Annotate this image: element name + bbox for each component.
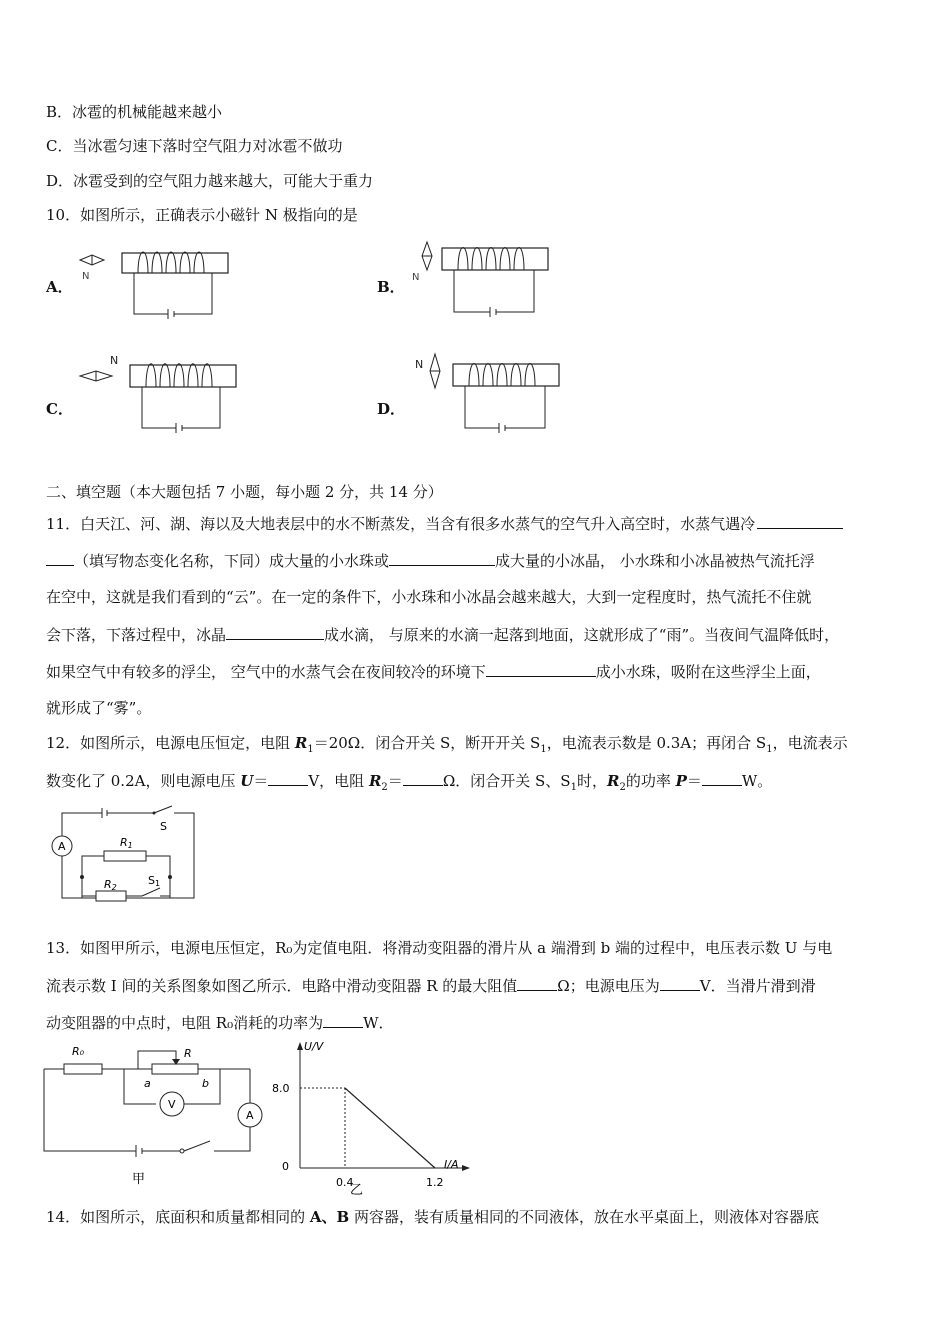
- q13-line-1: 13．如图甲所示，电源电压恒定，R₀为定值电阻．将滑动变阻器的滑片从 a 端滑到 b 端的过程中，电压表示数 U 与电: [46, 939, 833, 957]
- pole-label: N: [412, 272, 420, 283]
- q10-figure-b: [410, 238, 570, 328]
- q11-line-6: 就形成了“雾”。: [46, 699, 152, 717]
- q11-line-5: [46, 660, 821, 683]
- compass-needle-icon: [430, 354, 440, 388]
- pole-label: N: [110, 354, 119, 367]
- svg-text:R2: R2: [104, 878, 117, 892]
- q13-line-3: [46, 1011, 394, 1034]
- pole-label: N: [82, 271, 90, 282]
- q10-label-b: B．: [377, 278, 405, 296]
- switch-s: [154, 806, 172, 813]
- option-c: C．当冰雹匀速下落时空气阻力对冰雹不做功: [46, 137, 343, 155]
- resistor-r2: [96, 891, 126, 901]
- answer-blank[interactable]: [46, 549, 74, 566]
- y-axis-label: U/V: [304, 1040, 324, 1053]
- answer-blank[interactable]: [268, 769, 308, 786]
- r2-symbol: R: [606, 772, 620, 790]
- q12-text: 时，: [576, 772, 607, 790]
- switch: [184, 1141, 210, 1151]
- q12-text: W。: [741, 772, 773, 790]
- q12-text: ，电流表示: [772, 734, 848, 752]
- ammeter-label: A: [246, 1109, 254, 1122]
- q11-line-2: [46, 549, 815, 572]
- switch-s1: [142, 888, 160, 896]
- q13-text: V．当滑片滑到滑: [699, 977, 816, 995]
- q11-text: 会下落，下落过程中，冰晶: [46, 626, 227, 644]
- svg-text:S1: S1: [148, 874, 161, 888]
- q10-stem: 10．如图所示，正确表示小磁针 N 极指向的是: [46, 206, 358, 224]
- q12-text: 的功率: [625, 772, 676, 790]
- q11-text: 成大量的小冰晶， 小水珠和小冰晶被热气流托浮: [495, 552, 815, 570]
- x-tick-label: 1.2: [426, 1176, 444, 1189]
- answer-blank[interactable]: [660, 974, 700, 991]
- x-tick-label: 0.4: [336, 1176, 354, 1189]
- q13-text: Ω；电源电压为: [557, 977, 660, 995]
- answer-blank[interactable]: [517, 974, 557, 991]
- q12-text: 数变化了 0.2A，则电源电压: [46, 772, 241, 790]
- u-symbol: U: [240, 772, 254, 790]
- subscript: 2: [619, 782, 626, 793]
- q14-line-1: [46, 1206, 819, 1228]
- q10-figure-a: [76, 245, 236, 325]
- q10-label-a: A．: [46, 278, 73, 296]
- resistor-r0: [64, 1064, 102, 1074]
- pole-label: N: [415, 358, 424, 371]
- switch-s-label: S: [160, 820, 167, 833]
- q10-label-c: C．: [46, 400, 73, 418]
- answer-blank[interactable]: [486, 660, 596, 677]
- q10-label-d: D．: [377, 400, 406, 418]
- x-axis-label: I/A: [444, 1158, 459, 1171]
- answer-blank[interactable]: [226, 623, 324, 640]
- voltmeter-label: V: [168, 1098, 176, 1111]
- q12-text: ＝: [253, 772, 269, 790]
- q12-circuit: [44, 808, 204, 908]
- section-heading: 二、填空题（本大题包括 7 小题，每小题 2 分，共 14 分）: [46, 483, 443, 501]
- option-d: D．冰雹受到的空气阻力越来越大，可能大于重力: [46, 172, 374, 190]
- end-a: a: [144, 1077, 151, 1090]
- q12-text: ＝20Ω．闭合开关 S，断开开关 S: [313, 734, 541, 752]
- r1-symbol: R: [294, 734, 308, 752]
- q13-circuit: [44, 1043, 274, 1193]
- r0-label: R₀: [72, 1045, 85, 1058]
- svg-text:R1: R1: [120, 836, 133, 850]
- containers-label: A、B: [309, 1208, 350, 1226]
- answer-blank[interactable]: [403, 769, 443, 786]
- answer-blank[interactable]: [389, 549, 495, 566]
- q12-text: 12．如图所示，电源电压恒定，电阻: [46, 734, 295, 752]
- q11-line-1: [46, 512, 843, 535]
- q12-text: ＝: [387, 772, 403, 790]
- q13-graph: [270, 1040, 480, 1198]
- compass-needle-icon: [422, 242, 432, 270]
- q13-text: W．: [363, 1014, 394, 1032]
- q13-text: 流表示数 I 间的关系图象如图乙所示．电路中滑动变阻器 R 的最大阻值: [46, 977, 518, 995]
- compass-needle-icon: [80, 371, 112, 381]
- q11-text: 成小水珠，吸附在这些浮尘上面，: [595, 663, 821, 681]
- q11-text: 成水滴， 与原来的水滴一起落到地面，这就形成了“雨”。当夜间气温降低时，: [324, 626, 840, 644]
- answer-blank[interactable]: [323, 1011, 363, 1028]
- q12-line-2: [46, 769, 772, 799]
- q13-text: 动变阻器的中点时，电阻 R₀消耗的功率为: [46, 1014, 324, 1032]
- q10-figure-c: [76, 350, 246, 440]
- p-symbol: P: [675, 772, 687, 790]
- rheostat-r: [152, 1064, 198, 1074]
- q11-text: 如果空气中有较多的浮尘， 空气中的水蒸气会在夜间较冷的环境下: [46, 663, 486, 681]
- q10-figure-d: [413, 350, 573, 440]
- q11-line-3: 在空中，这就是我们看到的“云”。在一定的条件下，小水珠和小冰晶会越来越大，大到一定程度时，热气流托不住就: [46, 588, 812, 606]
- answer-blank[interactable]: [757, 512, 843, 529]
- figure-caption: 甲: [132, 1172, 146, 1187]
- q12-text: ＝: [686, 772, 702, 790]
- origin-label: 0: [282, 1160, 289, 1173]
- data-line: [345, 1088, 435, 1168]
- q13-line-2: [46, 974, 816, 997]
- y-tick-label: 8.0: [272, 1082, 290, 1095]
- q12-text: Ω．闭合开关 S、S: [442, 772, 571, 790]
- q12-text: V，电阻: [308, 772, 369, 790]
- subscript: 1: [766, 744, 773, 755]
- q11-text: （填写物态变化名称，下同）成大量的小水珠或: [74, 552, 390, 570]
- compass-needle-icon: [80, 255, 104, 265]
- q11-text: 11．白天江、河、湖、海以及大地表层中的水不断蒸发，当含有很多水蒸气的空气升入高空时，水蒸气遇冷: [46, 515, 756, 533]
- resistor-r1: [104, 851, 146, 861]
- figure-caption: 乙: [350, 1183, 364, 1198]
- subscript: 2: [381, 782, 388, 793]
- r2-symbol: R: [368, 772, 382, 790]
- subscript: 1: [570, 782, 577, 793]
- q14-text: 14．如图所示，底面积和质量都相同的: [46, 1208, 310, 1226]
- option-b: B．冰雹的机械能越来越小: [46, 103, 223, 121]
- q14-text: 两容器，装有质量相同的不同液体，放在水平桌面上，则液体对容器底: [349, 1208, 819, 1226]
- subscript: 1: [307, 744, 314, 755]
- q12-line-1: [46, 732, 848, 761]
- q12-text: ，电流表示数是 0.3A；再闭合 S: [546, 734, 767, 752]
- q11-line-4: [46, 623, 839, 646]
- answer-blank[interactable]: [702, 769, 742, 786]
- ammeter-label: A: [58, 840, 66, 853]
- rheostat-label: R: [184, 1047, 192, 1060]
- subscript: 1: [540, 744, 547, 755]
- end-b: b: [202, 1077, 209, 1090]
